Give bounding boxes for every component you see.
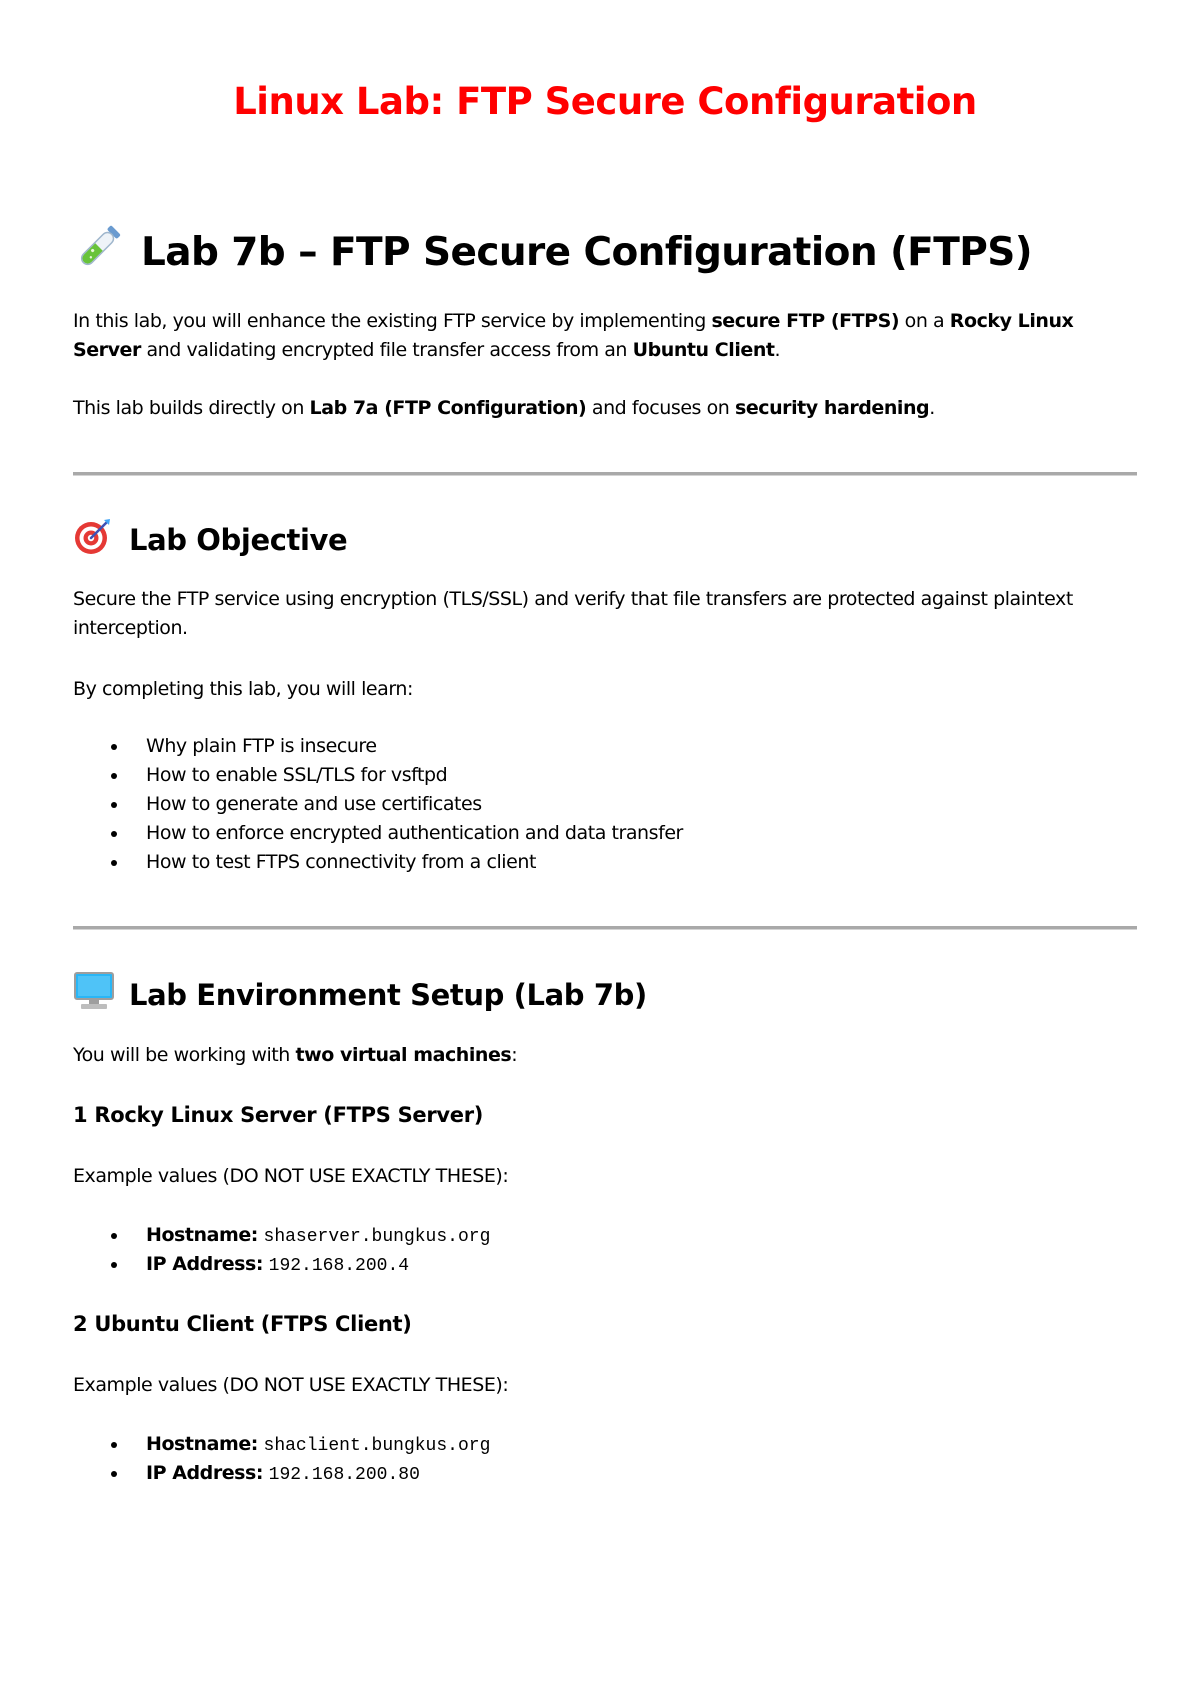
computer-monitor-icon: [73, 971, 115, 1018]
bullet-dot: [111, 1262, 117, 1268]
server-details-list: [73, 1221, 490, 1279]
hostname-label: Hostname:: [146, 1224, 258, 1246]
list-item: [73, 1430, 490, 1459]
environment-heading: [73, 971, 647, 1018]
bold-run: two virtual machines: [295, 1044, 512, 1066]
bullet-dot: [111, 1471, 117, 1477]
objective-description: Secure the FTP service using encryption (TLS/SSL) and verify that file transfers are protected against plaintext interception.: [73, 588, 1073, 639]
list-item-text: Why plain FTP is insecure: [146, 735, 377, 757]
bullet-dot: [111, 773, 117, 779]
environment-heading-text: Lab Environment Setup (Lab 7b): [129, 977, 647, 1012]
list-item: [73, 761, 683, 790]
section-divider: [73, 472, 1137, 476]
text-run: :: [511, 1044, 518, 1066]
lab-title-text: Lab 7b – FTP Secure Configuration (FTPS): [141, 229, 1032, 275]
bullet-dot: [111, 860, 117, 866]
section-divider: [73, 926, 1137, 930]
ip-label: IP Address:: [146, 1253, 264, 1275]
ip-value: 192.168.200.80: [268, 1465, 420, 1485]
list-item-text: How to generate and use certificates: [146, 793, 482, 815]
client-details-list: [73, 1430, 490, 1488]
list-item-text: How to test FTPS connectivity from a client: [146, 851, 536, 873]
text-run: You will be working with: [73, 1044, 296, 1066]
bold-run: security hardening: [734, 397, 930, 419]
hostname-value: shaserver.bungkus.org: [263, 1227, 491, 1247]
ip-label: IP Address:: [146, 1462, 264, 1484]
environment-intro: [73, 1041, 1137, 1070]
bold-run: Rocky Linux Server: [73, 310, 1074, 361]
intro-paragraph-1: [73, 307, 1137, 365]
learn-list: [73, 732, 683, 877]
text-run: on a: [899, 310, 950, 332]
list-item: [73, 1250, 490, 1279]
text-run: This lab builds directly on: [73, 397, 310, 419]
bold-run: Ubuntu Client: [632, 339, 775, 361]
client-heading: 2 Ubuntu Client (FTPS Client): [73, 1312, 412, 1336]
client-example-note: Example values (DO NOT USE EXACTLY THESE):: [73, 1374, 509, 1396]
hostname-value: shaclient.bungkus.org: [263, 1436, 491, 1456]
intro-paragraph-2: [73, 394, 1137, 423]
list-item: [73, 790, 683, 819]
test-tube-icon: [73, 221, 125, 283]
bullet-dot: [111, 1233, 117, 1239]
target-icon: [73, 516, 113, 563]
bold-run: secure FTP (FTPS): [711, 310, 900, 332]
text-run: .: [929, 397, 935, 419]
list-item: [73, 819, 683, 848]
list-item-text: How to enable SSL/TLS for vsftpd: [146, 764, 448, 786]
learn-intro: By completing this lab, you will learn:: [73, 678, 413, 700]
list-item: [73, 732, 683, 761]
hostname-label: Hostname:: [146, 1433, 258, 1455]
list-item: [73, 1221, 490, 1250]
bullet-dot: [111, 831, 117, 837]
bullet-dot: [111, 1442, 117, 1448]
list-item: [73, 1459, 490, 1488]
bullet-dot: [111, 802, 117, 808]
objective-heading-text: Lab Objective: [129, 522, 348, 557]
server-example-note: Example values (DO NOT USE EXACTLY THESE):: [73, 1165, 509, 1187]
ip-value: 192.168.200.4: [268, 1256, 410, 1276]
list-item: [73, 848, 683, 877]
objective-heading: [73, 516, 347, 563]
bold-run: Lab 7a (FTP Configuration): [309, 397, 587, 419]
server-heading: 1 Rocky Linux Server (FTPS Server): [73, 1103, 484, 1127]
text-run: and focuses on: [586, 397, 735, 419]
lab-title: [73, 221, 1032, 283]
document-title: Linux Lab: FTP Secure Configuration: [233, 80, 977, 123]
text-run: and validating encrypted file transfer access from an: [140, 339, 633, 361]
list-item-text: How to enforce encrypted authentication and data transfer: [146, 822, 683, 844]
text-run: .: [774, 339, 781, 361]
bullet-dot: [111, 744, 117, 750]
text-run: In this lab, you will enhance the existing FTP service by implementing: [73, 310, 712, 332]
